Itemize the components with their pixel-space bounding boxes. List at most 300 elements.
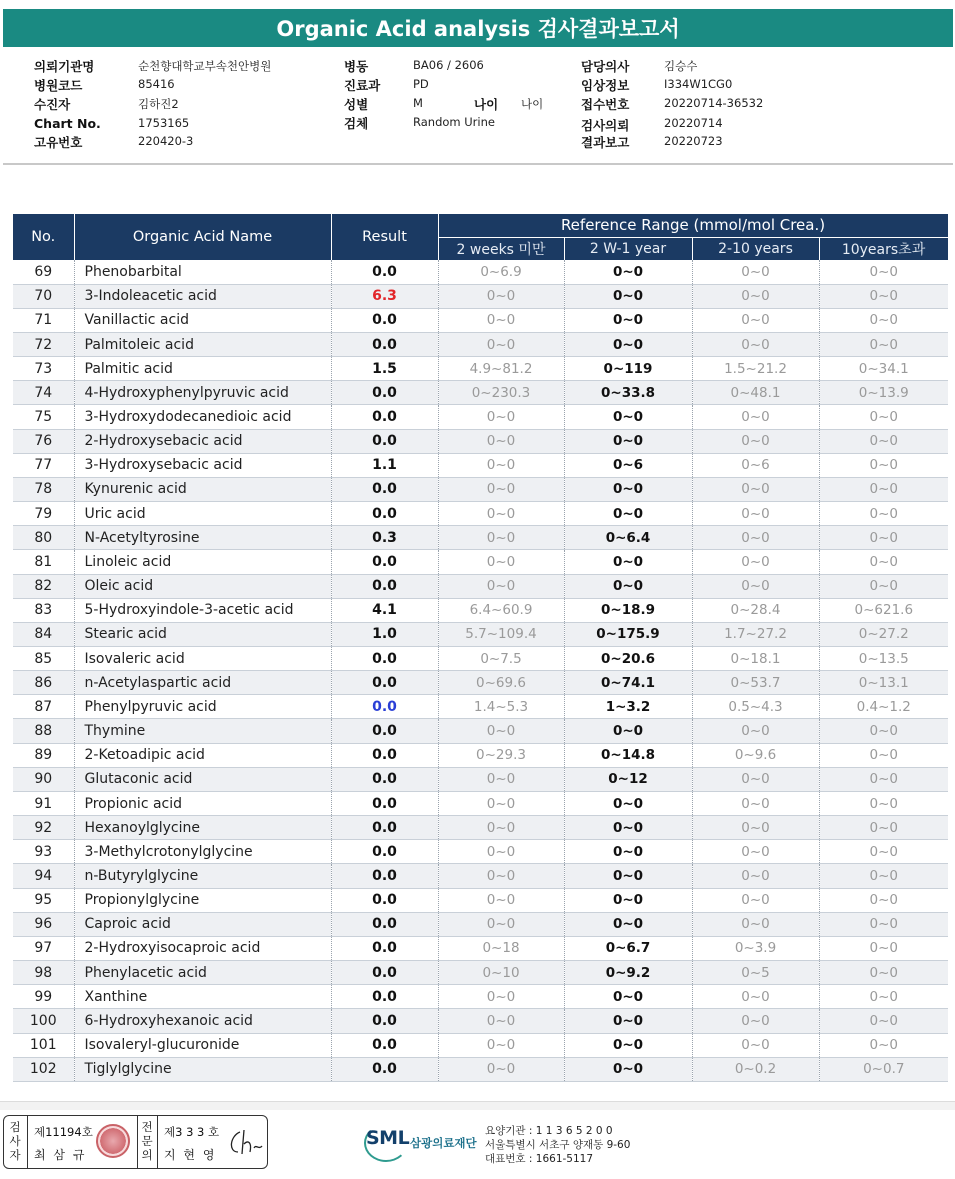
row-ref-2w-1y: 0~0: [564, 574, 692, 598]
row-ref-2weeks: 0~0: [438, 767, 564, 791]
row-result: 0.0: [331, 936, 438, 960]
divider: [27, 1116, 28, 1168]
sex-label: 성별: [344, 97, 369, 112]
row-acid-name: Phenylpyruvic acid: [74, 695, 331, 719]
row-ref-2w-1y: 0~0: [564, 1057, 692, 1081]
row-no: 97: [13, 936, 74, 960]
row-ref-2weeks: 0~0: [438, 574, 564, 598]
row-ref-2w-1y: 0~9.2: [564, 961, 692, 985]
row-ref-2weeks: 0~10: [438, 961, 564, 985]
row-ref-2w-1y: 0~14.8: [564, 743, 692, 767]
row-ref-2w-1y: 0~0: [564, 985, 692, 1009]
row-ref-2weeks: 1.4~5.3: [438, 695, 564, 719]
row-no: 84: [13, 622, 74, 646]
row-acid-name: Xanthine: [74, 985, 331, 1009]
row-ref-2weeks: 0~0: [438, 405, 564, 429]
row-ref-2w-1y: 0~0: [564, 840, 692, 864]
signature-icon: [226, 1126, 264, 1160]
row-ref-2-10y: 0~0: [692, 719, 819, 743]
row-ref-10y-plus: 0~0: [819, 936, 948, 960]
row-ref-10y-plus: 0~0: [819, 743, 948, 767]
row-acid-name: Hexanoylglycine: [74, 816, 331, 840]
row-no: 100: [13, 1009, 74, 1033]
footer-divider: [0, 1101, 955, 1110]
row-result: 0.0: [331, 791, 438, 815]
row-no: 94: [13, 864, 74, 888]
row-ref-2weeks: 0~0: [438, 429, 564, 453]
row-ref-10y-plus: 0~0: [819, 550, 948, 574]
row-result: 0.0: [331, 477, 438, 501]
row-ref-2-10y: 0~0: [692, 526, 819, 550]
row-acid-name: Kynurenic acid: [74, 477, 331, 501]
row-result: 0.0: [331, 1033, 438, 1057]
row-ref-2w-1y: 0~18.9: [564, 598, 692, 622]
row-ref-2w-1y: 0~6: [564, 453, 692, 477]
row-acid-name: 3-Indoleacetic acid: [74, 284, 331, 308]
row-no: 78: [13, 477, 74, 501]
row-acid-name: Propionic acid: [74, 791, 331, 815]
row-ref-2weeks: 0~230.3: [438, 381, 564, 405]
row-no: 74: [13, 381, 74, 405]
row-ref-2weeks: 0~18: [438, 936, 564, 960]
table-row: [13, 816, 948, 840]
row-ref-2w-1y: 0~119: [564, 357, 692, 381]
row-ref-2-10y: 0~5: [692, 961, 819, 985]
row-ref-2-10y: 0~0: [692, 864, 819, 888]
row-ref-2w-1y: 0~20.6: [564, 647, 692, 671]
row-ref-2-10y: 0~0: [692, 550, 819, 574]
row-ref-10y-plus: 0~0: [819, 1009, 948, 1033]
row-no: 75: [13, 405, 74, 429]
row-ref-10y-plus: 0~0: [819, 405, 948, 429]
row-ref-2weeks: 0~0: [438, 1009, 564, 1033]
col-header-range-2: 2 W-1 year: [564, 237, 692, 260]
row-acid-name: Oleic acid: [74, 574, 331, 598]
row-ref-2-10y: 0~18.1: [692, 647, 819, 671]
row-acid-name: Propionylglycine: [74, 888, 331, 912]
table-row: [13, 719, 948, 743]
row-ref-2-10y: 0~6: [692, 453, 819, 477]
table-row: [13, 647, 948, 671]
table-row: [13, 695, 948, 719]
lab-code: 요양기관 : 1 1 3 6 5 2 0 0: [485, 1125, 613, 1137]
col-header-range-4: 10years초과: [819, 237, 948, 260]
table-row: [13, 985, 948, 1009]
row-ref-2weeks: 0~0: [438, 816, 564, 840]
table-row: [13, 332, 948, 356]
row-result: 0.0: [331, 502, 438, 526]
row-ref-2w-1y: 0~0: [564, 477, 692, 501]
row-acid-name: Glutaconic acid: [74, 767, 331, 791]
row-ref-2-10y: 0~0: [692, 574, 819, 598]
row-ref-2w-1y: 0~33.8: [564, 381, 692, 405]
table-row: [13, 308, 948, 332]
table-row: [13, 429, 948, 453]
row-result: 0.0: [331, 429, 438, 453]
row-ref-2weeks: 6.4~60.9: [438, 598, 564, 622]
row-ref-10y-plus: 0~0: [819, 453, 948, 477]
report-date-value: 20220723: [664, 134, 723, 148]
patient-value: 김하진2: [138, 97, 179, 111]
row-ref-10y-plus: 0~0: [819, 840, 948, 864]
row-ref-2w-1y: 0~0: [564, 332, 692, 356]
row-no: 70: [13, 284, 74, 308]
row-acid-name: Thymine: [74, 719, 331, 743]
row-result: 0.0: [331, 719, 438, 743]
row-ref-2weeks: 0~0: [438, 332, 564, 356]
row-no: 81: [13, 550, 74, 574]
row-ref-10y-plus: 0~13.5: [819, 647, 948, 671]
row-acid-name: Tiglylglycine: [74, 1057, 331, 1081]
row-result: 6.3: [331, 284, 438, 308]
row-no: 73: [13, 357, 74, 381]
report-title: Organic Acid analysis 검사결과보고서: [3, 9, 953, 47]
row-result: 0.0: [331, 381, 438, 405]
row-ref-2-10y: 1.7~27.2: [692, 622, 819, 646]
row-acid-name: Vanillactic acid: [74, 308, 331, 332]
row-acid-name: n-Acetylaspartic acid: [74, 671, 331, 695]
sex-value: M: [413, 96, 423, 110]
table-row: [13, 622, 948, 646]
row-ref-10y-plus: 0~0: [819, 477, 948, 501]
row-result: 0.0: [331, 912, 438, 936]
row-no: 90: [13, 767, 74, 791]
row-result: 0.0: [331, 816, 438, 840]
row-ref-2w-1y: 0~0: [564, 550, 692, 574]
row-acid-name: Palmitoleic acid: [74, 332, 331, 356]
row-no: 99: [13, 985, 74, 1009]
request-label: 검사의뢰: [581, 118, 630, 133]
row-ref-10y-plus: 0~0: [819, 574, 948, 598]
row-ref-2weeks: 0~0: [438, 308, 564, 332]
results-table: [13, 214, 949, 1082]
row-no: 76: [13, 429, 74, 453]
row-acid-name: Phenylacetic acid: [74, 961, 331, 985]
receipt-label: 접수번호: [581, 97, 630, 112]
row-ref-2w-1y: 0~0: [564, 308, 692, 332]
row-ref-2weeks: 0~0: [438, 840, 564, 864]
table-row: [13, 791, 948, 815]
divider: [157, 1116, 158, 1168]
row-ref-10y-plus: 0.4~1.2: [819, 695, 948, 719]
row-acid-name: Isovaleryl-glucuronide: [74, 1033, 331, 1057]
tester-label: 검사자: [9, 1120, 21, 1162]
row-ref-10y-plus: 0~34.1: [819, 357, 948, 381]
row-ref-2weeks: 0~0: [438, 912, 564, 936]
row-ref-2weeks: 0~0: [438, 888, 564, 912]
row-acid-name: Uric acid: [74, 502, 331, 526]
row-no: 91: [13, 791, 74, 815]
row-ref-2w-1y: 0~0: [564, 719, 692, 743]
row-ref-2weeks: 0~0: [438, 1033, 564, 1057]
row-ref-10y-plus: 0~0: [819, 719, 948, 743]
row-acid-name: 2-Hydroxysebacic acid: [74, 429, 331, 453]
tester-license: 제11194호: [34, 1125, 93, 1139]
row-ref-2weeks: 0~29.3: [438, 743, 564, 767]
row-ref-2-10y: 0~0: [692, 791, 819, 815]
hospital-label: 의뢰기관명: [34, 59, 95, 74]
report-date-label: 결과보고: [581, 135, 630, 150]
clinical-value: I334W1CG0: [664, 77, 733, 91]
row-result: 0.0: [331, 864, 438, 888]
row-no: 95: [13, 888, 74, 912]
table-row: [13, 357, 948, 381]
table-row: [13, 453, 948, 477]
hospital-code-label: 병원코드: [34, 78, 83, 93]
chart-label: Chart No.: [34, 116, 101, 131]
specimen-label: 검체: [344, 116, 369, 131]
table-row: [13, 888, 948, 912]
doctor-value: 김승수: [664, 59, 698, 73]
row-acid-name: Linoleic acid: [74, 550, 331, 574]
row-ref-2-10y: 0~0: [692, 840, 819, 864]
row-ref-2w-1y: 0~0: [564, 429, 692, 453]
dept-label: 진료과: [344, 78, 381, 93]
row-ref-2-10y: 0~3.9: [692, 936, 819, 960]
specialist-name: 지 현 영: [164, 1148, 217, 1162]
row-no: 102: [13, 1057, 74, 1081]
table-row: [13, 743, 948, 767]
row-ref-2-10y: 0~0: [692, 405, 819, 429]
table-row: [13, 550, 948, 574]
hospital-code-value: 85416: [138, 77, 175, 91]
row-ref-10y-plus: 0~13.1: [819, 671, 948, 695]
row-no: 77: [13, 453, 74, 477]
table-row: [13, 381, 948, 405]
row-ref-2-10y: 0~0: [692, 888, 819, 912]
row-ref-2-10y: 0~9.6: [692, 743, 819, 767]
col-header-range-3: 2-10 years: [692, 237, 819, 260]
unique-label: 고유번호: [34, 135, 83, 150]
row-ref-2-10y: 0~0: [692, 502, 819, 526]
row-acid-name: 5-Hydroxyindole-3-acetic acid: [74, 598, 331, 622]
row-no: 82: [13, 574, 74, 598]
table-row: [13, 840, 948, 864]
row-ref-2weeks: 0~0: [438, 791, 564, 815]
age-label: 나이: [474, 97, 499, 112]
table-row: [13, 1057, 948, 1081]
row-acid-name: 4-Hydroxyphenylpyruvic acid: [74, 381, 331, 405]
seal-stamp: [96, 1124, 130, 1158]
row-ref-10y-plus: 0~13.9: [819, 381, 948, 405]
row-no: 87: [13, 695, 74, 719]
chart-value: 1753165: [138, 116, 190, 130]
row-result: 0.0: [331, 671, 438, 695]
table-row: [13, 477, 948, 501]
row-acid-name: n-Butyrylglycine: [74, 864, 331, 888]
row-ref-10y-plus: 0~0: [819, 912, 948, 936]
row-ref-2w-1y: 0~0: [564, 260, 692, 284]
logo-text: SML: [366, 1127, 410, 1149]
signature-box: [3, 1115, 268, 1169]
spacer-band: [3, 165, 953, 195]
row-result: 1.0: [331, 622, 438, 646]
row-ref-10y-plus: 0~0: [819, 526, 948, 550]
row-no: 72: [13, 332, 74, 356]
row-ref-2w-1y: 0~6.4: [564, 526, 692, 550]
patient-label: 수진자: [34, 97, 71, 112]
row-ref-10y-plus: 0~0: [819, 429, 948, 453]
row-acid-name: Palmitic acid: [74, 357, 331, 381]
row-ref-2-10y: 0~0: [692, 912, 819, 936]
row-acid-name: 3-Hydroxydodecanedioic acid: [74, 405, 331, 429]
results-body: [13, 260, 948, 1081]
row-ref-2w-1y: 0~0: [564, 912, 692, 936]
col-header-no: No.: [13, 214, 74, 260]
row-acid-name: 2-Hydroxyisocaproic acid: [74, 936, 331, 960]
row-result: 0.0: [331, 405, 438, 429]
row-ref-10y-plus: 0~0: [819, 985, 948, 1009]
row-result: 0.0: [331, 647, 438, 671]
table-row: [13, 502, 948, 526]
row-no: 83: [13, 598, 74, 622]
row-ref-2weeks: 0~0: [438, 526, 564, 550]
row-ref-2weeks: 0~0: [438, 477, 564, 501]
row-ref-2w-1y: 0~0: [564, 284, 692, 308]
row-ref-2-10y: 0~0: [692, 308, 819, 332]
row-ref-2w-1y: 0~12: [564, 767, 692, 791]
row-ref-2-10y: 0~0.2: [692, 1057, 819, 1081]
unique-value: 220420-3: [138, 134, 194, 148]
row-ref-2w-1y: 0~0: [564, 1009, 692, 1033]
col-header-reference: Reference Range (mmol/mol Crea.): [438, 214, 948, 237]
row-no: 88: [13, 719, 74, 743]
lab-info: [485, 1124, 630, 1166]
row-ref-2w-1y: 0~74.1: [564, 671, 692, 695]
hospital-value: 순천향대학교부속천안병원: [138, 59, 272, 73]
table-row: [13, 1033, 948, 1057]
row-ref-2weeks: 0~0: [438, 1057, 564, 1081]
row-result: 1.5: [331, 357, 438, 381]
row-ref-2-10y: 0~0: [692, 816, 819, 840]
table-row: [13, 574, 948, 598]
row-ref-2w-1y: 0~0: [564, 888, 692, 912]
row-ref-2weeks: 0~0: [438, 864, 564, 888]
row-ref-2w-1y: 0~0: [564, 405, 692, 429]
row-ref-10y-plus: 0~621.6: [819, 598, 948, 622]
row-ref-2w-1y: 0~0: [564, 816, 692, 840]
row-acid-name: Isovaleric acid: [74, 647, 331, 671]
table-row: [13, 284, 948, 308]
table-row: [13, 526, 948, 550]
row-result: 0.0: [331, 695, 438, 719]
row-no: 85: [13, 647, 74, 671]
row-result: 0.0: [331, 1057, 438, 1081]
row-ref-2w-1y: 0~0: [564, 791, 692, 815]
org-name: 삼광의료재단: [410, 1136, 477, 1150]
row-ref-2-10y: 0~0: [692, 332, 819, 356]
row-ref-10y-plus: 0~0: [819, 888, 948, 912]
row-ref-2weeks: 0~0: [438, 284, 564, 308]
row-ref-2w-1y: 1~3.2: [564, 695, 692, 719]
row-ref-2weeks: 0~0: [438, 453, 564, 477]
lab-address: 서울특별시 서초구 양재동 9-60: [485, 1139, 631, 1151]
doctor-label: 담당의사: [581, 59, 630, 74]
table-row: [13, 1009, 948, 1033]
row-ref-2-10y: 0~0: [692, 284, 819, 308]
row-ref-2weeks: 4.9~81.2: [438, 357, 564, 381]
row-acid-name: 6-Hydroxyhexanoic acid: [74, 1009, 331, 1033]
ward-value: BA06 / 2606: [413, 58, 484, 72]
dept-value: PD: [413, 77, 429, 91]
row-result: 0.0: [331, 767, 438, 791]
row-result: 0.0: [331, 743, 438, 767]
row-result: 0.0: [331, 550, 438, 574]
row-ref-2-10y: 0~28.4: [692, 598, 819, 622]
row-ref-2w-1y: 0~175.9: [564, 622, 692, 646]
row-no: 79: [13, 502, 74, 526]
table-row: [13, 912, 948, 936]
row-ref-10y-plus: 0~0: [819, 864, 948, 888]
row-acid-name: 3-Hydroxysebacic acid: [74, 453, 331, 477]
row-ref-10y-plus: 0~0: [819, 767, 948, 791]
row-result: 0.0: [331, 888, 438, 912]
row-result: 0.0: [331, 574, 438, 598]
row-ref-2weeks: 5.7~109.4: [438, 622, 564, 646]
row-ref-10y-plus: 0~0: [819, 816, 948, 840]
row-ref-2-10y: 0~0: [692, 985, 819, 1009]
row-no: 71: [13, 308, 74, 332]
row-ref-2-10y: 0~0: [692, 477, 819, 501]
row-no: 101: [13, 1033, 74, 1057]
row-ref-10y-plus: 0~0: [819, 961, 948, 985]
table-row: [13, 936, 948, 960]
table-row: [13, 405, 948, 429]
row-no: 89: [13, 743, 74, 767]
row-ref-2-10y: 0~48.1: [692, 381, 819, 405]
row-ref-2-10y: 0~0: [692, 767, 819, 791]
sml-logo: [366, 1124, 476, 1164]
row-ref-2w-1y: 0~6.7: [564, 936, 692, 960]
row-result: 0.0: [331, 332, 438, 356]
row-result: 0.0: [331, 308, 438, 332]
col-header-name: Organic Acid Name: [74, 214, 331, 260]
row-ref-2weeks: 0~6.9: [438, 260, 564, 284]
table-row: [13, 671, 948, 695]
table-row: [13, 961, 948, 985]
row-no: 98: [13, 961, 74, 985]
row-ref-2-10y: 0~53.7: [692, 671, 819, 695]
row-result: 0.0: [331, 260, 438, 284]
row-ref-10y-plus: 0~27.2: [819, 622, 948, 646]
specialist-label: 전문의: [141, 1120, 153, 1162]
row-ref-2weeks: 0~0: [438, 985, 564, 1009]
table-row: [13, 864, 948, 888]
row-ref-2w-1y: 0~0: [564, 1033, 692, 1057]
table-row: [13, 260, 948, 284]
row-ref-2weeks: 0~0: [438, 550, 564, 574]
table-row: [13, 598, 948, 622]
row-ref-10y-plus: 0~0: [819, 791, 948, 815]
row-acid-name: Stearic acid: [74, 622, 331, 646]
row-ref-2weeks: 0~69.6: [438, 671, 564, 695]
row-result: 1.1: [331, 453, 438, 477]
row-no: 92: [13, 816, 74, 840]
row-ref-2w-1y: 0~0: [564, 502, 692, 526]
row-ref-2-10y: 0~0: [692, 1033, 819, 1057]
row-ref-2weeks: 0~0: [438, 502, 564, 526]
receipt-value: 20220714-36532: [664, 96, 764, 110]
row-no: 86: [13, 671, 74, 695]
row-result: 0.0: [331, 1009, 438, 1033]
ward-label: 병동: [344, 59, 369, 74]
row-acid-name: 2-Ketoadipic acid: [74, 743, 331, 767]
row-ref-2-10y: 0~0: [692, 429, 819, 453]
table-row: [13, 767, 948, 791]
row-result: 0.0: [331, 961, 438, 985]
specimen-value: Random Urine: [413, 115, 495, 129]
row-no: 80: [13, 526, 74, 550]
